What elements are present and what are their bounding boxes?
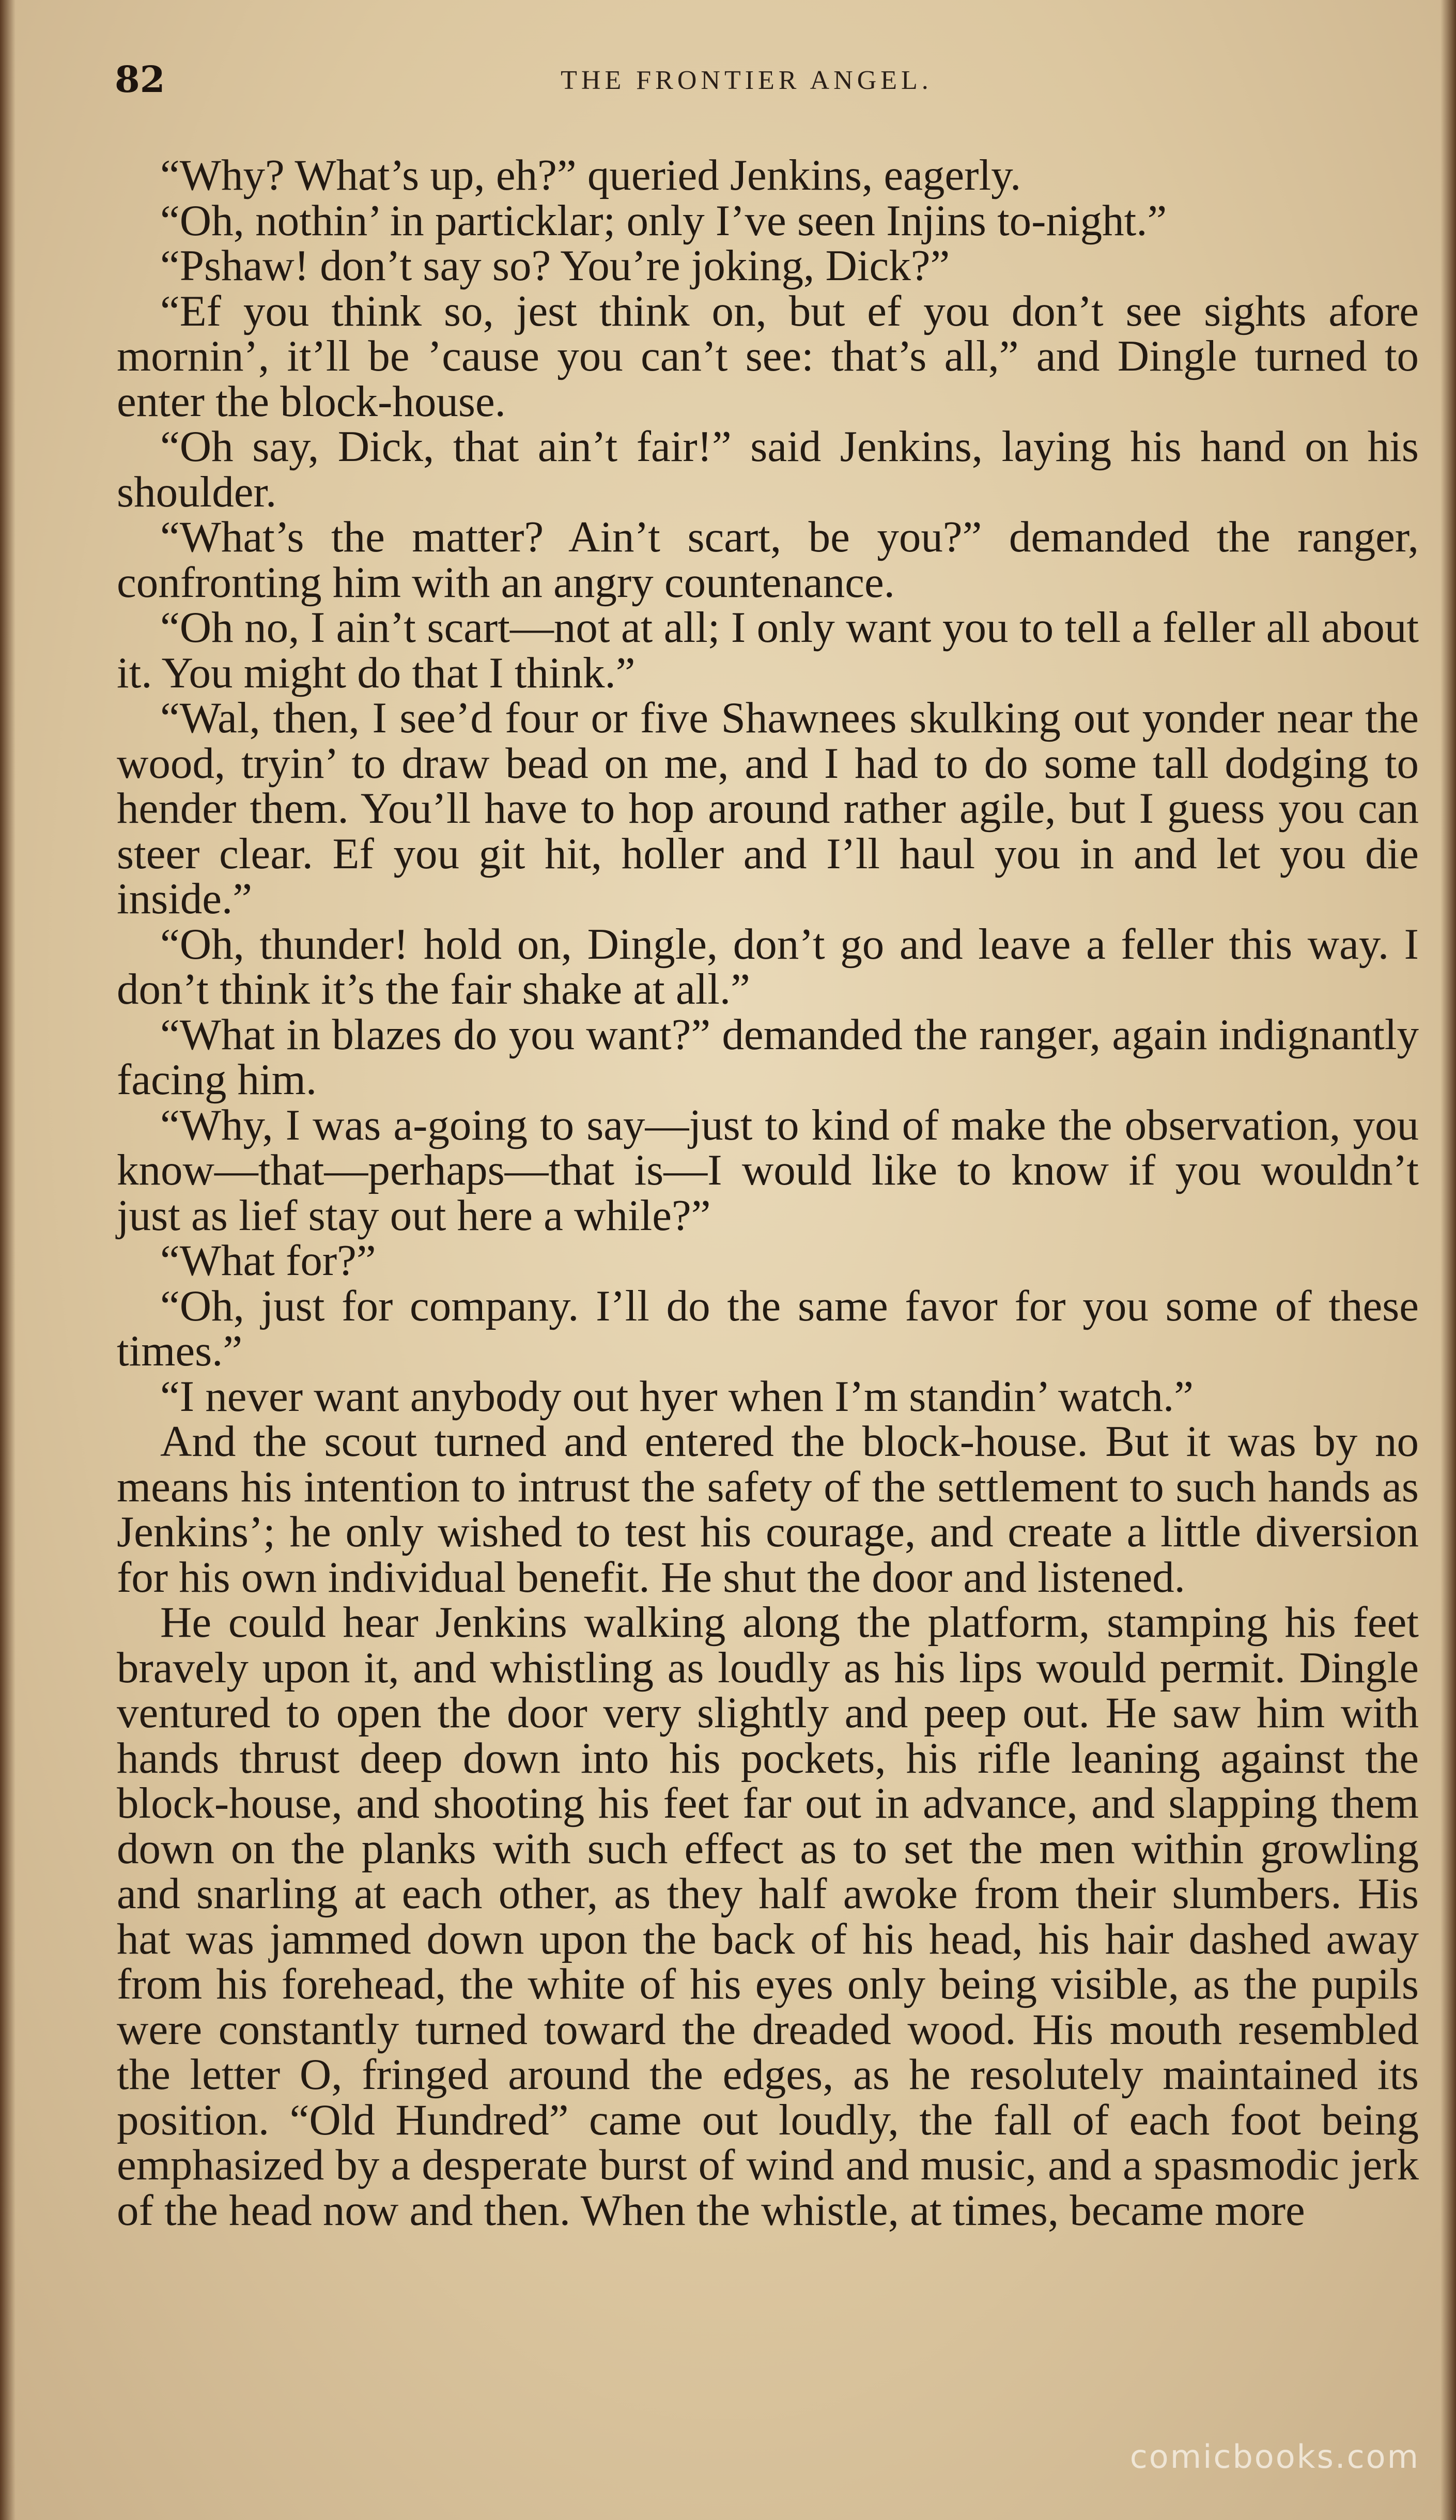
- paragraph: “What’s the matter? Ain’t scart, be you?” demanded the ranger, confronting him with an angry countenance.: [117, 513, 1419, 607]
- body-text: [117, 153, 1419, 2233]
- page-header: [115, 58, 1378, 110]
- page-number: 82: [115, 58, 165, 101]
- paragraph: “Ef you think so, jest think on, but ef you don’t see sights afore mornin’, it’ll be ’cause you can’t see: that’s all,” and Dingle turned to enter the block-house.: [117, 286, 1419, 426]
- paragraph: “Why, I was a-going to say—just to kind of make the observation, you know—that—perhaps—that is—I would like to know if you wouldn’t just as lief stay out here a while?”: [117, 1100, 1419, 1240]
- paragraph: “Oh, just for company. I’ll do the same favor for you some of these times.”: [117, 1281, 1419, 1375]
- paragraph: “Why? What’s up, eh?” queried Jenkins, eagerly.: [160, 151, 1021, 199]
- paragraph: “What for?”: [160, 1236, 376, 1285]
- paragraph: He could hear Jenkins walking along the platform, stamping his feet bravely upon it, and whistling as loudly as his lips would permit. Dingle ventured to open the door very slightly and peep out. He saw him with hands thrust deep down into his pockets, his rifle leaning against the block-house, and shooting his feet far out in advance, and slapping them down on the planks with such effect as to set the men within growling and snarling at each other, as they half awoke from their slumbers. His hat was jammed down upon the back of his head, his hair dashed away from his forehead, the white of his eyes only being visible, as the pupils were constantly turned toward the dreaded wood. His mouth resembled the letter O, fringed around the edges, as he resolutely maintained its position. “Old Hundred” came out loudly, the fall of each foot being emphasized by a desperate burst of wind and music, and a spasmodic jerk of the head now and then. When the whistle, at times, became more: [117, 1598, 1419, 2235]
- paragraph: “Wal, then, I see’d four or five Shawnees skulking out yonder near the wood, tryin’ to draw bead on me, and I had to do some tall dodging to hender them. You’ll have to hop around rather agile, but I guess you can steer clear. Ef you git hit, holler and I’ll haul you in and let you die inside.”: [117, 694, 1419, 923]
- paragraph: “Oh, nothin’ in particklar; only I’ve seen Injins to-night.”: [160, 196, 1167, 245]
- paragraph: “I never want anybody out hyer when I’m standin’ watch.”: [160, 1372, 1194, 1421]
- paragraph: “Oh, thunder! hold on, Dingle, don’t go and leave a feller this way. I don’t think it’s the fair shake at all.”: [117, 919, 1419, 1013]
- paragraph: “What in blazes do you want?” demanded the ranger, again indignantly facing him.: [117, 1010, 1419, 1104]
- running-title: THE FRONTIER ANGEL.: [561, 66, 933, 95]
- paragraph: “Pshaw! don’t say so? You’re joking, Dick?”: [160, 241, 950, 290]
- paragraph: “Oh no, I ain’t scart—not at all; I only want you to tell a feller all about it. You might do that I think.”: [117, 603, 1419, 697]
- paragraph: “Oh say, Dick, that ain’t fair!” said Jenkins, laying his hand on his shoulder.: [117, 422, 1419, 516]
- paragraph: And the scout turned and entered the block-house. But it was by no means his intention to intrust the safety of the settlement to such hands as Jenkins’; he only wished to test his courage, and create a little diversion for his own individual benefit. He shut the door and listened.: [117, 1417, 1419, 1602]
- watermark: comicbooks.com: [1129, 2438, 1420, 2476]
